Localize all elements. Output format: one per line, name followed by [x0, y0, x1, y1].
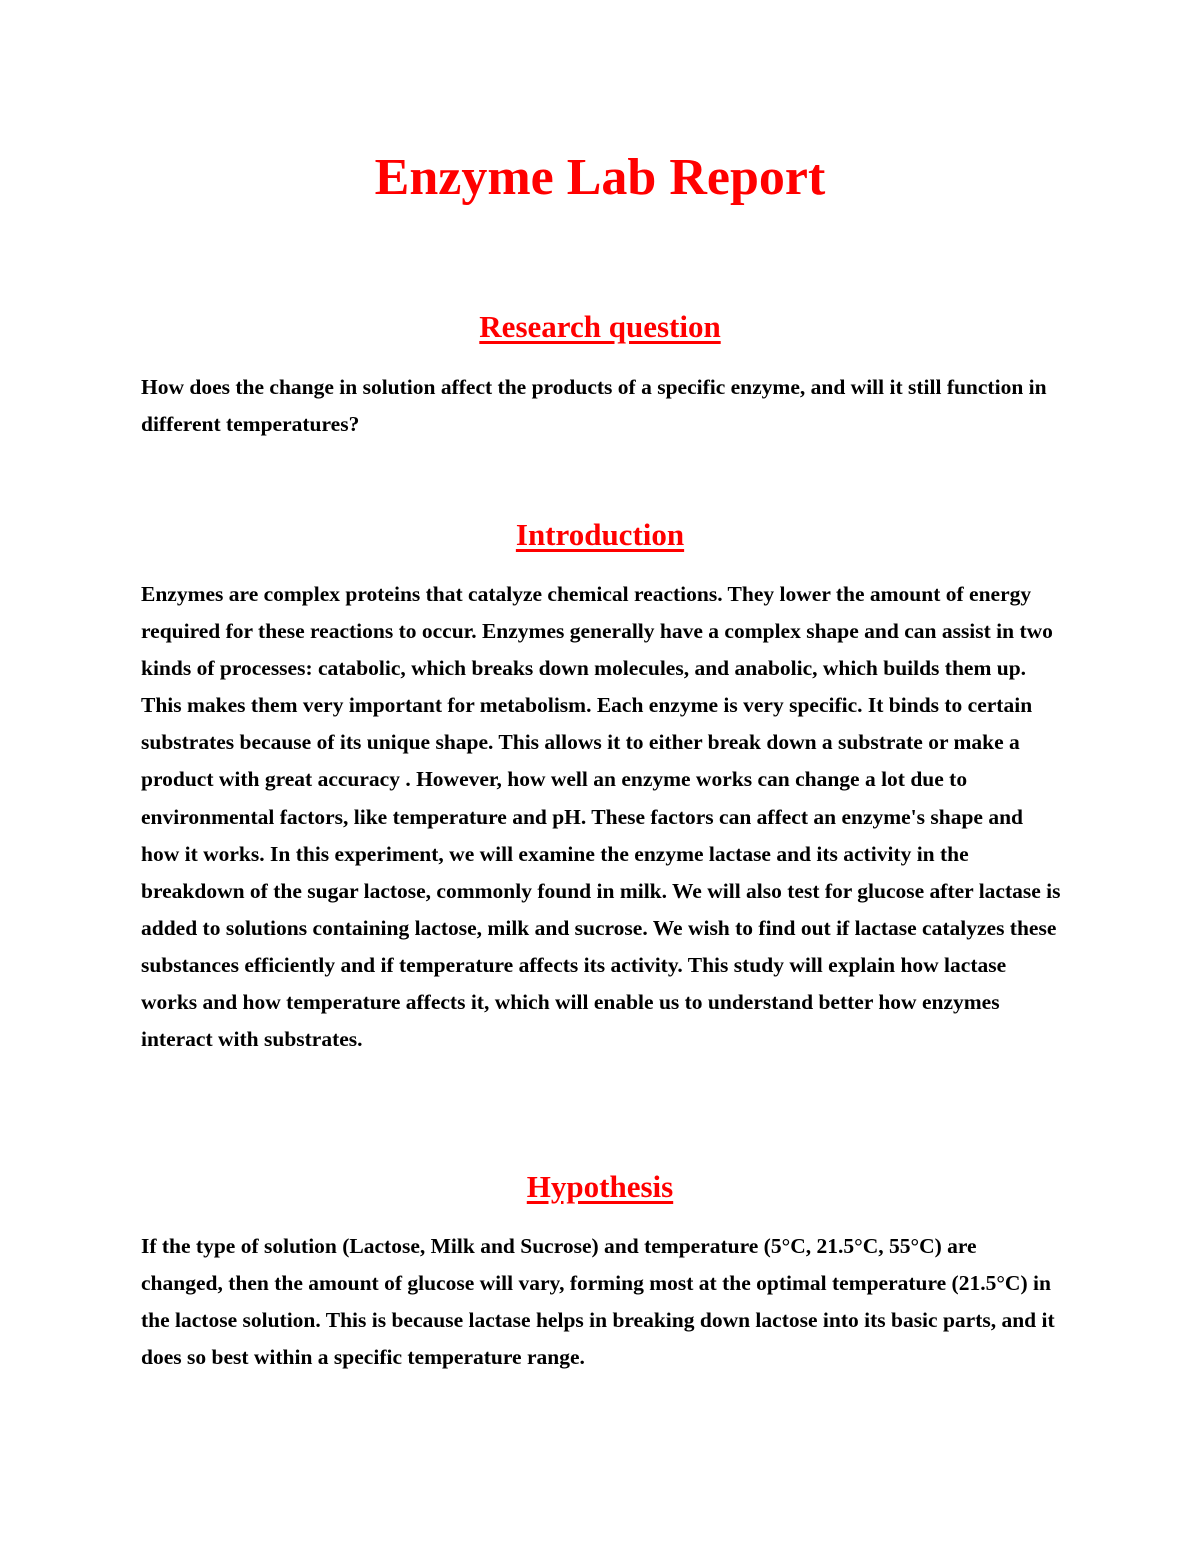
hypothesis-text: If the type of solution (Lactose, Milk and Sucrose) and temperature (5°C, 21.5°C, 55°C) are changed, then the amount of glucose will vary, forming most at the optimal temperature (21.5°C) in the lactose solution. This is because lactase helps in breaking down lactose into its basic parts, and it does so best within a specific temperature range. [141, 1234, 1055, 1370]
document-title: Enzyme Lab Report [374, 149, 826, 206]
introduction-text: Enzymes are complex proteins that catalyze chemical reactions. They lower the amount of energy required for these reactions to occur. Enzymes generally have a complex shape and can assist in two kinds of processes: catabolic, which breaks down molecules, and anabolic, which builds them up. This makes them very important for metabolism. Each enzyme is very specific. It binds to certain substrates because of its unique shape. This allows it to either break down a substrate or make a product with great accuracy . However, how well an enzyme works can change a lot due to environmental factors, like temperature and pH. These factors can affect an enzyme's shape and how it works. In this experiment, we will examine the enzyme lactase and its activity in the breakdown of the sugar lactose, commonly found in milk. We will also test for glucose after lactase is added to solutions containing lactose, milk and sucrose. We wish to find out if lactase catalyzes these substances efficiently and if temperature affects its activity. This study will explain how lactase works and how temperature affects it, which will enable us to understand better how enzymes interact with substrates. [141, 582, 1061, 1052]
section-heading-hypothesis: Hypothesis [526, 1169, 674, 1204]
research-question-text: How does the change in solution affect the products of a specific enzyme, and will it still function in different temperatures? [141, 375, 1047, 437]
section-heading-research-question: Research question [479, 309, 721, 344]
section-heading-introduction: Introduction [515, 517, 685, 552]
